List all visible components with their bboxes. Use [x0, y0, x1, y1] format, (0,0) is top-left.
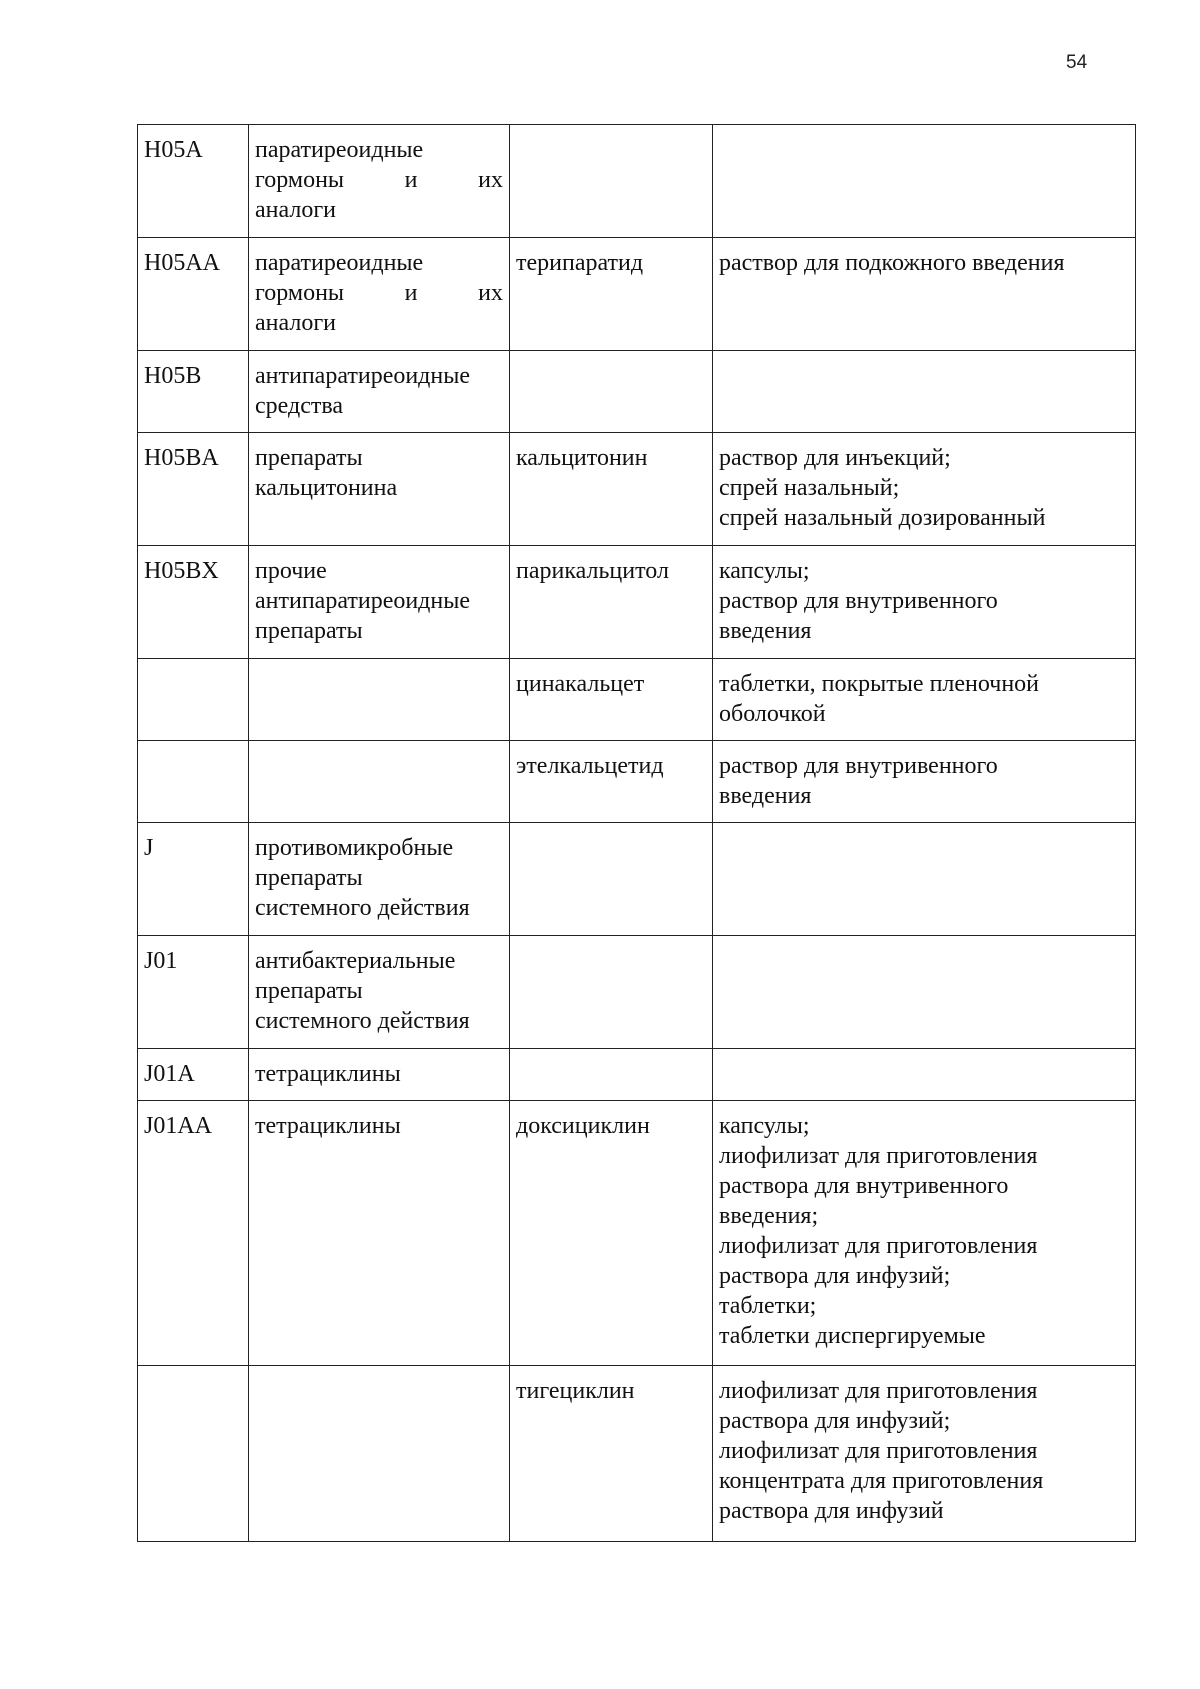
dosage-form-line: введения; — [719, 1203, 819, 1229]
dosage-form-cell — [713, 823, 1136, 936]
anatomical-therapeutic-group-cell — [249, 125, 510, 238]
group-word: их — [478, 280, 503, 306]
table-row — [138, 1101, 1136, 1366]
group-text-line: препараты — [255, 978, 363, 1004]
group-text-line: прочие — [255, 558, 327, 584]
table-row — [138, 125, 1136, 238]
table-row — [138, 1366, 1136, 1542]
medicinal-product-cell — [510, 936, 713, 1049]
dosage-form-line: введения — [719, 618, 812, 644]
table-row — [138, 936, 1136, 1049]
dosage-form-line: введения — [719, 783, 812, 809]
medicinal-product-cell: доксициклин — [510, 1101, 713, 1366]
atc-code-cell: J — [138, 823, 249, 936]
dosage-form-cell — [713, 238, 1136, 351]
atc-code-cell: H05AA — [138, 238, 249, 351]
table-row — [138, 659, 1136, 741]
atc-code-cell: J01A — [138, 1049, 249, 1101]
group-text-line: антибактериальные — [255, 948, 456, 974]
dosage-form-cell — [713, 125, 1136, 238]
group-word: гормоны — [255, 167, 345, 193]
anatomical-therapeutic-group-cell — [249, 433, 510, 546]
table-row — [138, 238, 1136, 351]
dosage-form-line: раствор для инъекций; — [719, 445, 951, 471]
atc-code-cell: J01 — [138, 936, 249, 1049]
dosage-form-line: раствора для инфузий; — [719, 1408, 951, 1434]
dosage-form-line: раствора для инфузий — [719, 1498, 944, 1524]
group-text-line: системного действия — [255, 1008, 470, 1034]
dosage-form-line: раствор для подкожного введения — [719, 250, 1065, 276]
dosage-form-cell — [713, 936, 1136, 1049]
group-word: их — [478, 167, 503, 193]
dosage-form-cell — [713, 1049, 1136, 1101]
atc-code-cell: H05BA — [138, 433, 249, 546]
dosage-form-cell — [713, 351, 1136, 433]
medicinal-product-cell: кальцитонин — [510, 433, 713, 546]
group-text-line: препараты — [255, 618, 363, 644]
dosage-form-cell — [713, 1366, 1136, 1542]
medicinal-product-cell: тигециклин — [510, 1366, 713, 1542]
dosage-form-line: лиофилизат для приготовления — [719, 1143, 1038, 1169]
atc-code-cell — [138, 741, 249, 823]
atc-code-cell — [138, 659, 249, 741]
dosage-form-line: таблетки, покрытые пленочной — [719, 671, 1040, 697]
dosage-form-cell — [713, 546, 1136, 659]
group-text-line: средства — [255, 393, 344, 419]
anatomical-therapeutic-group-cell — [249, 1101, 510, 1366]
dosage-form-cell — [713, 433, 1136, 546]
dosage-form-cell — [713, 741, 1136, 823]
atc-code-cell — [138, 1366, 249, 1542]
page-number: 54 — [1066, 52, 1088, 73]
table-row — [138, 546, 1136, 659]
dosage-form-line: лиофилизат для приготовления — [719, 1233, 1038, 1259]
group-text-line: тетрациклины — [255, 1113, 401, 1139]
atc-code-cell: J01AA — [138, 1101, 249, 1366]
anatomical-therapeutic-group-cell — [249, 659, 510, 741]
anatomical-therapeutic-group-cell — [249, 741, 510, 823]
group-text-line: паратиреоидные — [255, 250, 424, 276]
dosage-form-line: лиофилизат для приготовления — [719, 1378, 1038, 1404]
group-word: и — [404, 280, 418, 306]
dosage-form-cell — [713, 659, 1136, 741]
dosage-form-line: таблетки; — [719, 1293, 817, 1319]
group-text-line: паратиреоидные — [255, 137, 424, 163]
medicinal-product-cell — [510, 823, 713, 936]
dosage-form-line: капсулы; — [719, 558, 810, 584]
group-text-line: кальцитонина — [255, 475, 398, 501]
anatomical-therapeutic-group-cell — [249, 823, 510, 936]
group-word: и — [404, 167, 418, 193]
group-text-line: препараты — [255, 445, 363, 471]
table-row — [138, 1049, 1136, 1101]
dosage-form-line: спрей назальный; — [719, 475, 900, 501]
drug-classification-table — [137, 124, 1136, 1542]
anatomical-therapeutic-group-cell — [249, 546, 510, 659]
dosage-form-line: таблетки диспергируемые — [719, 1323, 986, 1349]
group-text-line: антипаратиреоидные — [255, 588, 471, 614]
table-row — [138, 351, 1136, 433]
anatomical-therapeutic-group-cell — [249, 351, 510, 433]
group-text-line: противомикробные — [255, 835, 454, 861]
group-text-line: аналоги — [255, 310, 337, 336]
group-text-line: системного действия — [255, 895, 470, 921]
medicinal-product-cell — [510, 1049, 713, 1101]
group-text-line: препараты — [255, 865, 363, 891]
group-text-line: антипаратиреоидные — [255, 363, 471, 389]
anatomical-therapeutic-group-cell — [249, 1049, 510, 1101]
medicinal-product-cell: цинакальцет — [510, 659, 713, 741]
dosage-form-line: раствор для внутривенного — [719, 588, 998, 614]
dosage-form-line: лиофилизат для приготовления — [719, 1438, 1038, 1464]
dosage-form-line: раствора для инфузий; — [719, 1263, 951, 1289]
medicinal-product-cell — [510, 351, 713, 433]
dosage-form-cell — [713, 1101, 1136, 1366]
table-row — [138, 433, 1136, 546]
atc-code-cell: H05BX — [138, 546, 249, 659]
anatomical-therapeutic-group-cell — [249, 936, 510, 1049]
group-text-line — [255, 165, 503, 195]
medicinal-product-cell: терипаратид — [510, 238, 713, 351]
medicinal-product-cell — [510, 125, 713, 238]
atc-code-cell: H05B — [138, 351, 249, 433]
anatomical-therapeutic-group-cell — [249, 238, 510, 351]
dosage-form-line: раствора для внутривенного — [719, 1173, 1009, 1199]
medicinal-product-cell: парикальцитол — [510, 546, 713, 659]
dosage-form-line: капсулы; — [719, 1113, 810, 1139]
medicinal-product-cell: этелкальцетид — [510, 741, 713, 823]
dosage-form-line: концентрата для приготовления — [719, 1468, 1044, 1494]
group-text-line: аналоги — [255, 197, 337, 223]
dosage-form-line: раствор для внутривенного — [719, 753, 998, 779]
dosage-form-line: спрей назальный дозированный — [719, 505, 1046, 531]
group-text-line — [255, 278, 503, 308]
dosage-form-line: оболочкой — [719, 701, 826, 727]
anatomical-therapeutic-group-cell — [249, 1366, 510, 1542]
table-row — [138, 823, 1136, 936]
table-row — [138, 741, 1136, 823]
atc-code-cell: H05A — [138, 125, 249, 238]
group-word: гормоны — [255, 280, 345, 306]
group-text-line: тетрациклины — [255, 1061, 401, 1087]
